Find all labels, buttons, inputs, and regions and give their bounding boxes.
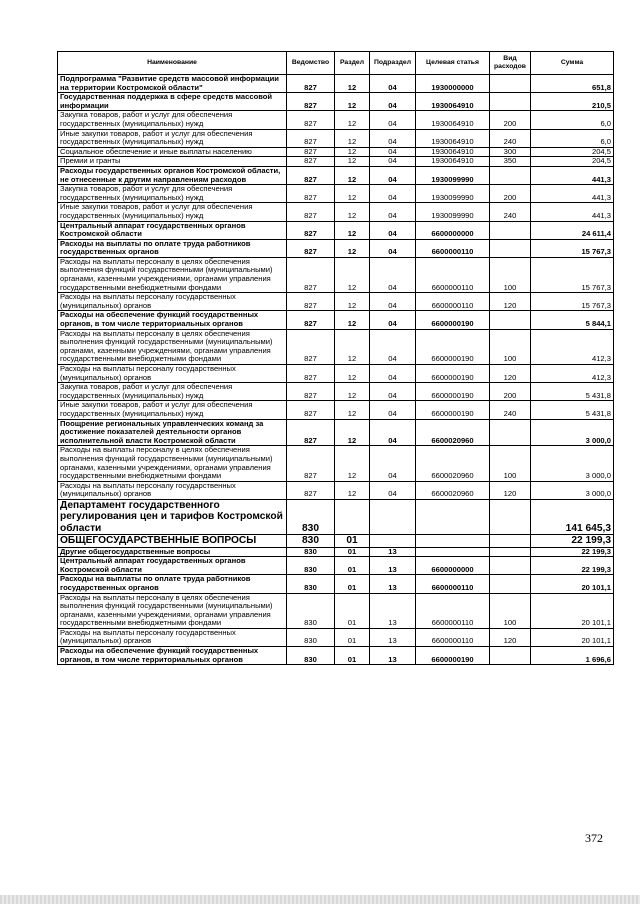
cell-subsection: 04	[370, 75, 416, 93]
cell-name: Закупка товаров, работ и услуг для обеспечения государственных (муниципальных) нужд	[58, 383, 287, 401]
cell-name: Государственная поддержка в сфере средств массовой информации	[58, 93, 287, 111]
header-target: Целевая статья	[416, 52, 490, 75]
cell-department: 830	[287, 593, 335, 628]
table-row	[58, 481, 614, 499]
cell-amount: 412,3	[531, 329, 614, 364]
cell-section: 12	[335, 75, 370, 93]
cell-target: 1930099990	[416, 203, 490, 221]
cell-amount: 5 844,1	[531, 311, 614, 329]
cell-target	[416, 499, 490, 534]
cell-section: 12	[335, 446, 370, 481]
cell-name: Иные закупки товаров, работ и услуг для обеспечения государственных (муниципальных) нужд	[58, 401, 287, 419]
table-row	[58, 185, 614, 203]
cell-section: 12	[335, 481, 370, 499]
table-row	[58, 401, 614, 419]
cell-department: 827	[287, 383, 335, 401]
cell-name: Расходы на выплаты персоналу государственных (муниципальных) органов	[58, 481, 287, 499]
cell-expense-type: 100	[490, 329, 531, 364]
cell-amount: 22 199,3	[531, 547, 614, 557]
cell-subsection: 13	[370, 557, 416, 575]
cell-subsection: 04	[370, 329, 416, 364]
cell-section: 01	[335, 547, 370, 557]
table-row	[58, 628, 614, 646]
cell-target: 6600020960	[416, 446, 490, 481]
cell-expense-type: 120	[490, 293, 531, 311]
cell-department: 830	[287, 575, 335, 593]
cell-name: Центральный аппарат государственных органов Костромской области	[58, 221, 287, 239]
cell-expense-type	[490, 93, 531, 111]
cell-subsection: 04	[370, 481, 416, 499]
table-row	[58, 365, 614, 383]
cell-expense-type	[490, 575, 531, 593]
cell-amount: 3 000,0	[531, 419, 614, 446]
cell-section: 12	[335, 147, 370, 157]
cell-expense-type	[490, 647, 531, 665]
cell-expense-type	[490, 557, 531, 575]
cell-amount: 441,3	[531, 203, 614, 221]
table-row	[58, 257, 614, 292]
cell-name: Расходы на выплаты персоналу в целях обеспечения выполнения функций государственными (муниципальными) органами, казенными учреждениями, органами управления государственными внебюджетными фондами	[58, 593, 287, 628]
cell-target: 6600000110	[416, 593, 490, 628]
cell-amount: 412,3	[531, 365, 614, 383]
cell-amount: 441,3	[531, 166, 614, 184]
cell-subsection: 13	[370, 593, 416, 628]
header-expense-type: Вид расходов	[490, 52, 531, 75]
table-row	[58, 499, 614, 534]
cell-name: Расходы на выплаты персоналу государственных (муниципальных) органов	[58, 628, 287, 646]
cell-department: 827	[287, 239, 335, 257]
budget-table	[57, 51, 614, 665]
cell-section: 01	[335, 628, 370, 646]
cell-expense-type: 120	[490, 365, 531, 383]
cell-department: 827	[287, 166, 335, 184]
cell-target: 6600000110	[416, 575, 490, 593]
cell-amount: 20 101,1	[531, 575, 614, 593]
cell-subsection	[370, 535, 416, 547]
cell-target: 1930064910	[416, 157, 490, 167]
cell-section: 12	[335, 129, 370, 147]
table-row	[58, 75, 614, 93]
cell-section: 12	[335, 166, 370, 184]
cell-name: Расходы на выплаты персоналу государственных (муниципальных) органов	[58, 365, 287, 383]
table-row	[58, 166, 614, 184]
cell-expense-type	[490, 311, 531, 329]
cell-amount: 210,5	[531, 93, 614, 111]
table-body	[58, 75, 614, 665]
cell-section: 12	[335, 419, 370, 446]
cell-name: ОБЩЕГОСУДАРСТВЕННЫЕ ВОПРОСЫ	[58, 535, 287, 547]
cell-name: Подпрограмма "Развитие средств массовой информации на территории Костромской области"	[58, 75, 287, 93]
cell-target	[416, 535, 490, 547]
cell-department: 830	[287, 547, 335, 557]
cell-name: Расходы на обеспечение функций государственных органов, в том числе территориальных органов	[58, 311, 287, 329]
cell-section: 12	[335, 293, 370, 311]
cell-department: 827	[287, 311, 335, 329]
cell-name: Расходы на выплаты персоналу государственных (муниципальных) органов	[58, 293, 287, 311]
cell-expense-type: 200	[490, 185, 531, 203]
cell-target: 6600000000	[416, 557, 490, 575]
cell-expense-type: 240	[490, 203, 531, 221]
cell-department: 827	[287, 419, 335, 446]
cell-section: 12	[335, 239, 370, 257]
cell-department: 830	[287, 647, 335, 665]
cell-name: Расходы на выплаты персоналу в целях обеспечения выполнения функций государственными (муниципальными) органами, казенными учреждениями, органами управления государственными внебюджетными фондами	[58, 446, 287, 481]
table-row	[58, 221, 614, 239]
table-row	[58, 557, 614, 575]
cell-amount: 5 431,8	[531, 401, 614, 419]
cell-target: 6600000110	[416, 628, 490, 646]
cell-target: 6600000110	[416, 293, 490, 311]
cell-department: 827	[287, 75, 335, 93]
cell-section: 01	[335, 575, 370, 593]
cell-subsection: 04	[370, 185, 416, 203]
table-row	[58, 383, 614, 401]
cell-expense-type: 120	[490, 628, 531, 646]
cell-expense-type	[490, 547, 531, 557]
cell-expense-type: 300	[490, 147, 531, 157]
cell-expense-type: 240	[490, 401, 531, 419]
cell-department: 827	[287, 365, 335, 383]
cell-subsection: 04	[370, 446, 416, 481]
cell-subsection: 04	[370, 365, 416, 383]
cell-amount: 22 199,3	[531, 535, 614, 547]
cell-target: 6600000190	[416, 383, 490, 401]
cell-subsection: 04	[370, 221, 416, 239]
header-amount: Сумма	[531, 52, 614, 75]
cell-subsection: 04	[370, 401, 416, 419]
cell-subsection	[370, 499, 416, 534]
table-row	[58, 239, 614, 257]
cell-department: 827	[287, 203, 335, 221]
cell-target: 6600000190	[416, 365, 490, 383]
cell-subsection: 04	[370, 311, 416, 329]
cell-target: 6600000110	[416, 239, 490, 257]
cell-name: Расходы государственных органов Костромской области, не отнесенные к другим направлениям расходов	[58, 166, 287, 184]
cell-target: 1930064910	[416, 93, 490, 111]
cell-target: 6600000110	[416, 257, 490, 292]
cell-department: 827	[287, 329, 335, 364]
table-row	[58, 93, 614, 111]
cell-subsection: 04	[370, 203, 416, 221]
cell-target: 6600000190	[416, 401, 490, 419]
cell-department: 827	[287, 401, 335, 419]
cell-amount: 22 199,3	[531, 557, 614, 575]
cell-amount: 651,8	[531, 75, 614, 93]
cell-expense-type	[490, 221, 531, 239]
cell-expense-type	[490, 419, 531, 446]
cell-subsection: 04	[370, 129, 416, 147]
cell-name: Расходы на выплаты по оплате труда работников государственных органов	[58, 239, 287, 257]
table-row	[58, 147, 614, 157]
cell-section: 12	[335, 365, 370, 383]
cell-target	[416, 547, 490, 557]
cell-amount: 5 431,8	[531, 383, 614, 401]
cell-amount: 441,3	[531, 185, 614, 203]
cell-expense-type: 240	[490, 129, 531, 147]
cell-amount: 204,5	[531, 157, 614, 167]
cell-name: Поощрение региональных управленческих команд за достижение показателей деятельности органов исполнительной власти Костромской области	[58, 419, 287, 446]
cell-subsection: 04	[370, 293, 416, 311]
cell-name: Расходы на выплаты персоналу в целях обеспечения выполнения функций государственными (муниципальными) органами, казенными учреждениями, органами управления государственными внебюджетными фондами	[58, 257, 287, 292]
cell-subsection: 13	[370, 575, 416, 593]
cell-subsection: 13	[370, 547, 416, 557]
cell-target: 1930064910	[416, 147, 490, 157]
cell-department: 830	[287, 499, 335, 534]
table-row	[58, 535, 614, 547]
cell-name: Иные закупки товаров, работ и услуг для обеспечения государственных (муниципальных) нужд	[58, 129, 287, 147]
cell-expense-type: 100	[490, 446, 531, 481]
cell-expense-type	[490, 535, 531, 547]
cell-target: 6600000190	[416, 329, 490, 364]
header-subsection: Подраздел	[370, 52, 416, 75]
cell-section: 12	[335, 383, 370, 401]
cell-amount: 20 101,1	[531, 593, 614, 628]
cell-expense-type	[490, 499, 531, 534]
cell-department: 827	[287, 446, 335, 481]
table-row	[58, 311, 614, 329]
table-row	[58, 419, 614, 446]
table-row	[58, 575, 614, 593]
cell-amount: 15 767,3	[531, 239, 614, 257]
cell-amount: 141 645,3	[531, 499, 614, 534]
cell-amount: 204,5	[531, 147, 614, 157]
cell-section: 12	[335, 185, 370, 203]
cell-subsection: 13	[370, 628, 416, 646]
cell-name: Расходы на выплаты по оплате труда работников государственных органов	[58, 575, 287, 593]
header-department: Ведомство	[287, 52, 335, 75]
cell-expense-type: 100	[490, 593, 531, 628]
cell-expense-type: 100	[490, 257, 531, 292]
cell-amount: 20 101,1	[531, 628, 614, 646]
cell-target: 6600000190	[416, 647, 490, 665]
cell-section: 01	[335, 535, 370, 547]
cell-department: 827	[287, 293, 335, 311]
cell-name: Расходы на выплаты персоналу в целях обеспечения выполнения функций государственными (муниципальными) органами, казенными учреждениями, органами управления государственными внебюджетными фондами	[58, 329, 287, 364]
cell-name: Закупка товаров, работ и услуг для обеспечения государственных (муниципальных) нужд	[58, 111, 287, 129]
cell-target: 6600000190	[416, 311, 490, 329]
header-section: Раздел	[335, 52, 370, 75]
cell-subsection: 04	[370, 239, 416, 257]
cell-name: Центральный аппарат государственных органов Костромской области	[58, 557, 287, 575]
cell-section: 12	[335, 329, 370, 364]
cell-subsection: 04	[370, 419, 416, 446]
table-row	[58, 293, 614, 311]
cell-department: 827	[287, 257, 335, 292]
cell-name: Другие общегосударственные вопросы	[58, 547, 287, 557]
cell-amount: 24 611,4	[531, 221, 614, 239]
table-row	[58, 111, 614, 129]
cell-subsection: 04	[370, 166, 416, 184]
cell-department: 830	[287, 535, 335, 547]
cell-amount: 3 000,0	[531, 481, 614, 499]
cell-section: 12	[335, 203, 370, 221]
table-row	[58, 593, 614, 628]
cell-department: 827	[287, 221, 335, 239]
table-row	[58, 647, 614, 665]
cell-name: Премии и гранты	[58, 157, 287, 167]
cell-section: 01	[335, 593, 370, 628]
cell-name: Департамент государственного регулирования цен и тарифов Костромской области	[58, 499, 287, 534]
cell-department: 827	[287, 185, 335, 203]
cell-amount: 1 696,6	[531, 647, 614, 665]
cell-name: Социальное обеспечение и иные выплаты населению	[58, 147, 287, 157]
table-row	[58, 203, 614, 221]
cell-section: 12	[335, 93, 370, 111]
table-row	[58, 547, 614, 557]
table-row	[58, 446, 614, 481]
cell-expense-type: 120	[490, 481, 531, 499]
cell-amount: 3 000,0	[531, 446, 614, 481]
cell-section: 12	[335, 157, 370, 167]
cell-department: 827	[287, 147, 335, 157]
table-row	[58, 129, 614, 147]
cell-expense-type	[490, 166, 531, 184]
cell-expense-type	[490, 239, 531, 257]
cell-subsection: 04	[370, 157, 416, 167]
cell-section: 12	[335, 257, 370, 292]
cell-department: 830	[287, 628, 335, 646]
cell-expense-type: 350	[490, 157, 531, 167]
cell-target: 6600000000	[416, 221, 490, 239]
cell-section: 01	[335, 557, 370, 575]
cell-department: 827	[287, 481, 335, 499]
scan-footer-strip	[0, 895, 640, 904]
cell-target: 6600020960	[416, 419, 490, 446]
cell-expense-type: 200	[490, 111, 531, 129]
header-name: Наименование	[58, 52, 287, 75]
cell-subsection: 04	[370, 147, 416, 157]
cell-subsection: 04	[370, 111, 416, 129]
cell-section: 12	[335, 401, 370, 419]
cell-section	[335, 499, 370, 534]
table-row	[58, 157, 614, 167]
cell-department: 827	[287, 111, 335, 129]
cell-target: 1930000000	[416, 75, 490, 93]
table-row	[58, 329, 614, 364]
cell-section: 12	[335, 221, 370, 239]
cell-subsection: 04	[370, 93, 416, 111]
cell-target: 1930064910	[416, 111, 490, 129]
cell-amount: 6,0	[531, 129, 614, 147]
cell-expense-type	[490, 75, 531, 93]
cell-department: 827	[287, 129, 335, 147]
cell-section: 01	[335, 647, 370, 665]
table-header-row	[58, 52, 614, 75]
cell-subsection: 13	[370, 647, 416, 665]
cell-expense-type: 200	[490, 383, 531, 401]
cell-department: 827	[287, 157, 335, 167]
cell-subsection: 04	[370, 257, 416, 292]
cell-section: 12	[335, 111, 370, 129]
page-number: 372	[585, 831, 603, 845]
cell-amount: 15 767,3	[531, 293, 614, 311]
cell-target: 1930099990	[416, 166, 490, 184]
cell-department: 830	[287, 557, 335, 575]
cell-name: Расходы на обеспечение функций государственных органов, в том числе территориальных органов	[58, 647, 287, 665]
cell-target: 1930064910	[416, 129, 490, 147]
cell-target: 1930099990	[416, 185, 490, 203]
cell-amount: 15 767,3	[531, 257, 614, 292]
cell-name: Закупка товаров, работ и услуг для обеспечения государственных (муниципальных) нужд	[58, 185, 287, 203]
cell-target: 6600020960	[416, 481, 490, 499]
cell-name: Иные закупки товаров, работ и услуг для обеспечения государственных (муниципальных) нужд	[58, 203, 287, 221]
cell-department: 827	[287, 93, 335, 111]
cell-section: 12	[335, 311, 370, 329]
cell-amount: 6,0	[531, 111, 614, 129]
cell-subsection: 04	[370, 383, 416, 401]
